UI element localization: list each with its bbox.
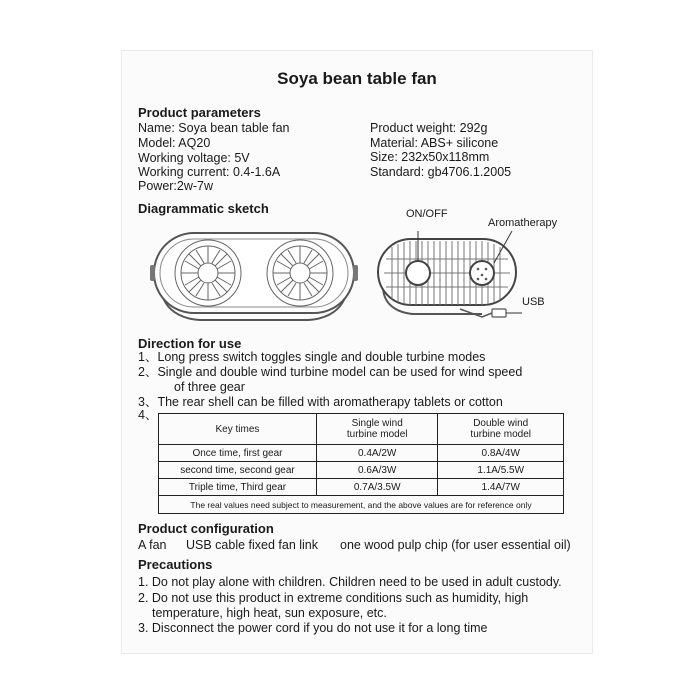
direction-item-4: 4、 xyxy=(138,408,158,422)
label-on-off: ON/OFF xyxy=(406,208,448,220)
direction-heading: Direction for use xyxy=(138,336,242,351)
precautions-heading: Precautions xyxy=(138,557,213,572)
param-current: Working current: 0.4-1.6A xyxy=(138,165,281,179)
param-size: Size: 232x50x118mm xyxy=(370,150,490,164)
precaution-2-cont: temperature, high heat, sun exposure, etc. xyxy=(152,606,387,620)
param-model: Model: AQ20 xyxy=(138,136,211,150)
precaution-3: 3. Disconnect the power cord if you do not use it for a long time xyxy=(138,621,488,635)
direction-item-2: 2、Single and double wind turbine model can be used for wind speed xyxy=(138,365,523,379)
instruction-sheet xyxy=(122,51,592,653)
param-power: Power:2w-7w xyxy=(138,179,214,193)
fan-front-view-illustration xyxy=(148,223,360,331)
header-double: Double wind turbine model xyxy=(438,414,564,445)
param-name: Name: Soya bean table fan xyxy=(138,121,290,135)
table-row: Triple time, Third gear 0.7A/3.5W 1.4A/7W xyxy=(159,479,564,496)
header-single: Single wind turbine model xyxy=(316,414,438,445)
direction-item-1: 1、Long press switch toggles single and double turbine modes xyxy=(138,350,486,364)
direction-item-3: 3、The rear shell can be filled with aromatherapy tablets or cotton xyxy=(138,395,503,409)
param-weight: Product weight: 292g xyxy=(370,121,488,135)
config-item-usb: USB cable fixed fan link xyxy=(186,538,319,552)
table-note: The real values need subject to measurement, and the above values are for reference only xyxy=(159,496,564,514)
param-material: Material: ABS+ silicone xyxy=(370,136,499,150)
table-note-row xyxy=(159,496,564,514)
header-key-times: Key times xyxy=(159,414,317,445)
param-voltage: Working voltage: 5V xyxy=(138,151,250,165)
sketch-heading: Diagrammatic sketch xyxy=(138,201,269,216)
table-row: Once time, first gear 0.4A/2W 0.8A/4W xyxy=(159,445,564,462)
table-header-row xyxy=(159,414,564,445)
param-standard: Standard: gb4706.1.2005 xyxy=(370,165,512,179)
label-aromatherapy: Aromatherapy xyxy=(488,217,558,229)
config-heading: Product configuration xyxy=(138,521,274,536)
config-item-fan: A fan xyxy=(138,538,167,552)
label-usb: USB xyxy=(522,296,545,308)
direction-item-2-cont: of three gear xyxy=(174,380,245,394)
precaution-2: 2. Do not use this product in extreme conditions such as humidity, high xyxy=(138,591,529,605)
key-times-table xyxy=(158,413,564,514)
config-item-chip: one wood pulp chip (for user essential oil) xyxy=(340,538,571,552)
precaution-1: 1. Do not play alone with children. Children need to be used in adult custody. xyxy=(138,575,562,589)
fan-rear-view-illustration xyxy=(372,229,522,329)
document-title: Soya bean table fan xyxy=(277,69,437,88)
table-row: second time, second gear 0.6A/3W 1.1A/5.5W xyxy=(159,462,564,479)
params-heading: Product parameters xyxy=(138,105,261,120)
